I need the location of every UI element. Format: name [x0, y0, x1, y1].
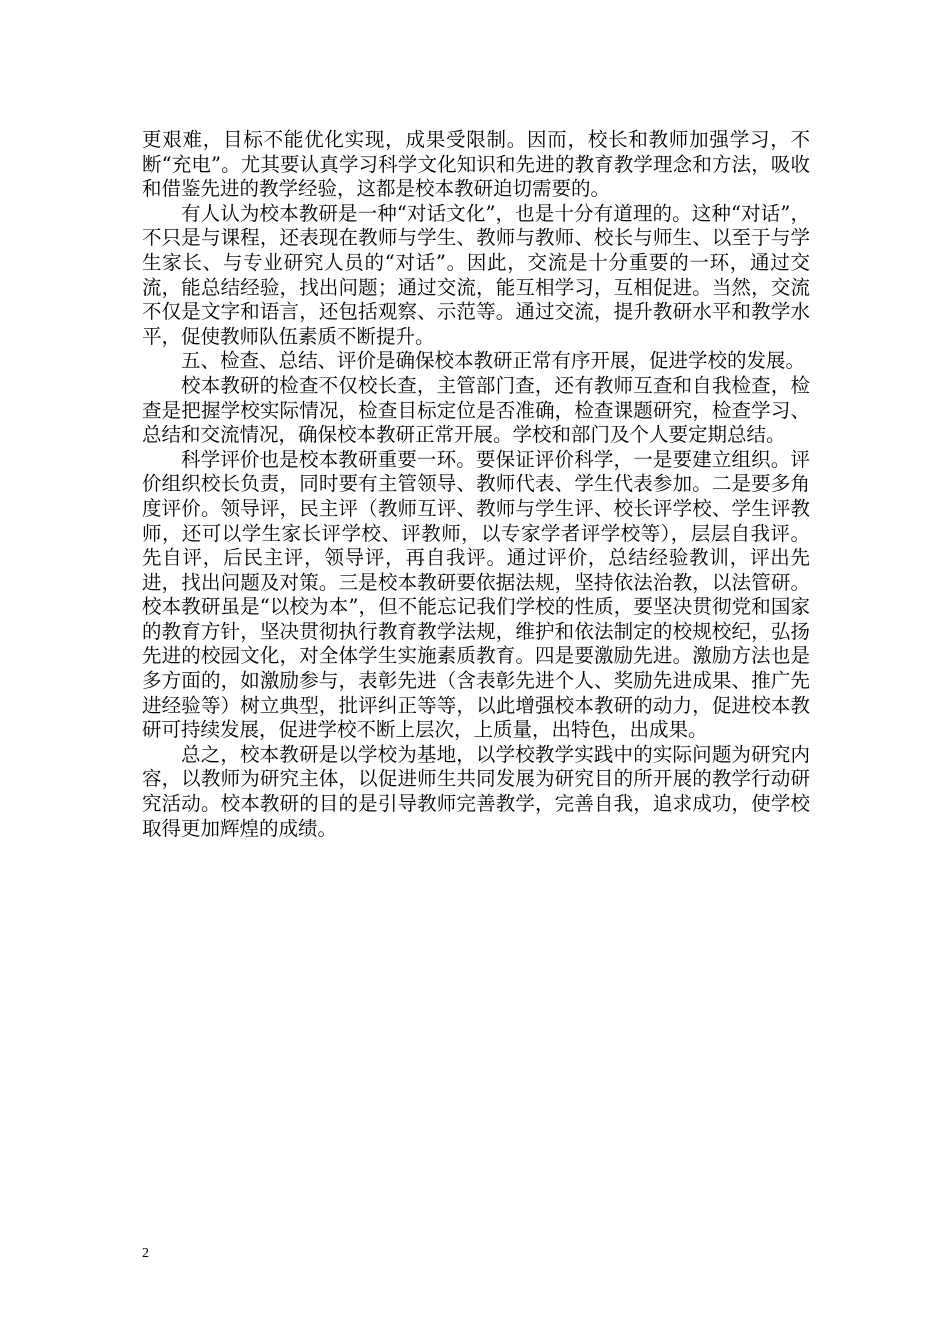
paragraph: 校本教研的检查不仅校长查，主管部门查，还有教师互查和自我检查，检查是把握学校实际情况，检查目标定位是否准确，检查课题研究，检查学习、总结和交流情况，确保校本教研正常开展。学校和部门及个人要定期总结。 — [142, 373, 810, 447]
body-text — [142, 128, 810, 841]
paragraph: 有人认为校本教研是一种“对话文化”，也是十分有道理的。这种“对话”，不只是与课程，还表现在教师与学生、教师与教师、校长与师生、以至于与学生家长、与专业研究人员的“对话”。因此，交流是十分重要的一环，通过交流，能总结经验，找出问题；通过交流，能互相学习，互相促进。当然，交流不仅是文字和语言，还包括观察、示范等。通过交流，提升教研水平和教学水平，促使教师队伍素质不断提升。 — [142, 201, 810, 348]
page-number: 2 — [142, 1246, 149, 1261]
section-heading-paragraph: 五、检查、总结、评价是确保校本教研正常有序开展，促进学校的发展。 — [181, 349, 806, 373]
paragraph: 科学评价也是校本教研重要一环。要保证评价科学，一是要建立组织。评价组织校长负责，同时要有主管领导、教师代表、学生代表参加。二是要多角度评价。领导评，民主评（教师互评、教师与学生评、校长评学校、学生评教师，还可以学生家长评学校、评教师，以专家学者评学校等），层层自我评。先自评，后民主评，领导评，再自我评。通过评价，总结经验教训，评出先进，找出问题及对策。三是校本教研要依据法规，坚持依法治教，以法管研。校本教研虽是“以校为本”，但不能忘记我们学校的性质，要坚决贯彻党和国家的教育方针，坚决贯彻执行教育教学法规，维护和依法制定的校规校纪，弘扬先进的校园文化，对全体学生实施素质教育。四是要激励先进。激励方法也是多方面的，如激励参与，表彰先进（含表彰先进个人、奖励先进成果、推广先进经验等）树立典型，批评纠正等等，以此增强校本教研的动力，促进校本教研可持续发展，促进学校不断上层次，上质量，出特色，出成果。 — [142, 447, 810, 742]
paragraph: 总之，校本教研是以学校为基地，以学校教学实践中的实际问题为研究内容，以教师为研究主体，以促进师生共同发展为研究目的所开展的教学行动研究活动。校本教研的目的是引导教师完善教学，完善自我，追求成功，使学校取得更加辉煌的成绩。 — [142, 742, 810, 840]
paragraph: 更艰难，目标不能优化实现，成果受限制。因而，校长和教师加强学习，不断“充电”。尤其要认真学习科学文化知识和先进的教育教学理念和方法，吸收和借鉴先进的教学经验，这都是校本教研迫切需要的。 — [142, 128, 810, 201]
